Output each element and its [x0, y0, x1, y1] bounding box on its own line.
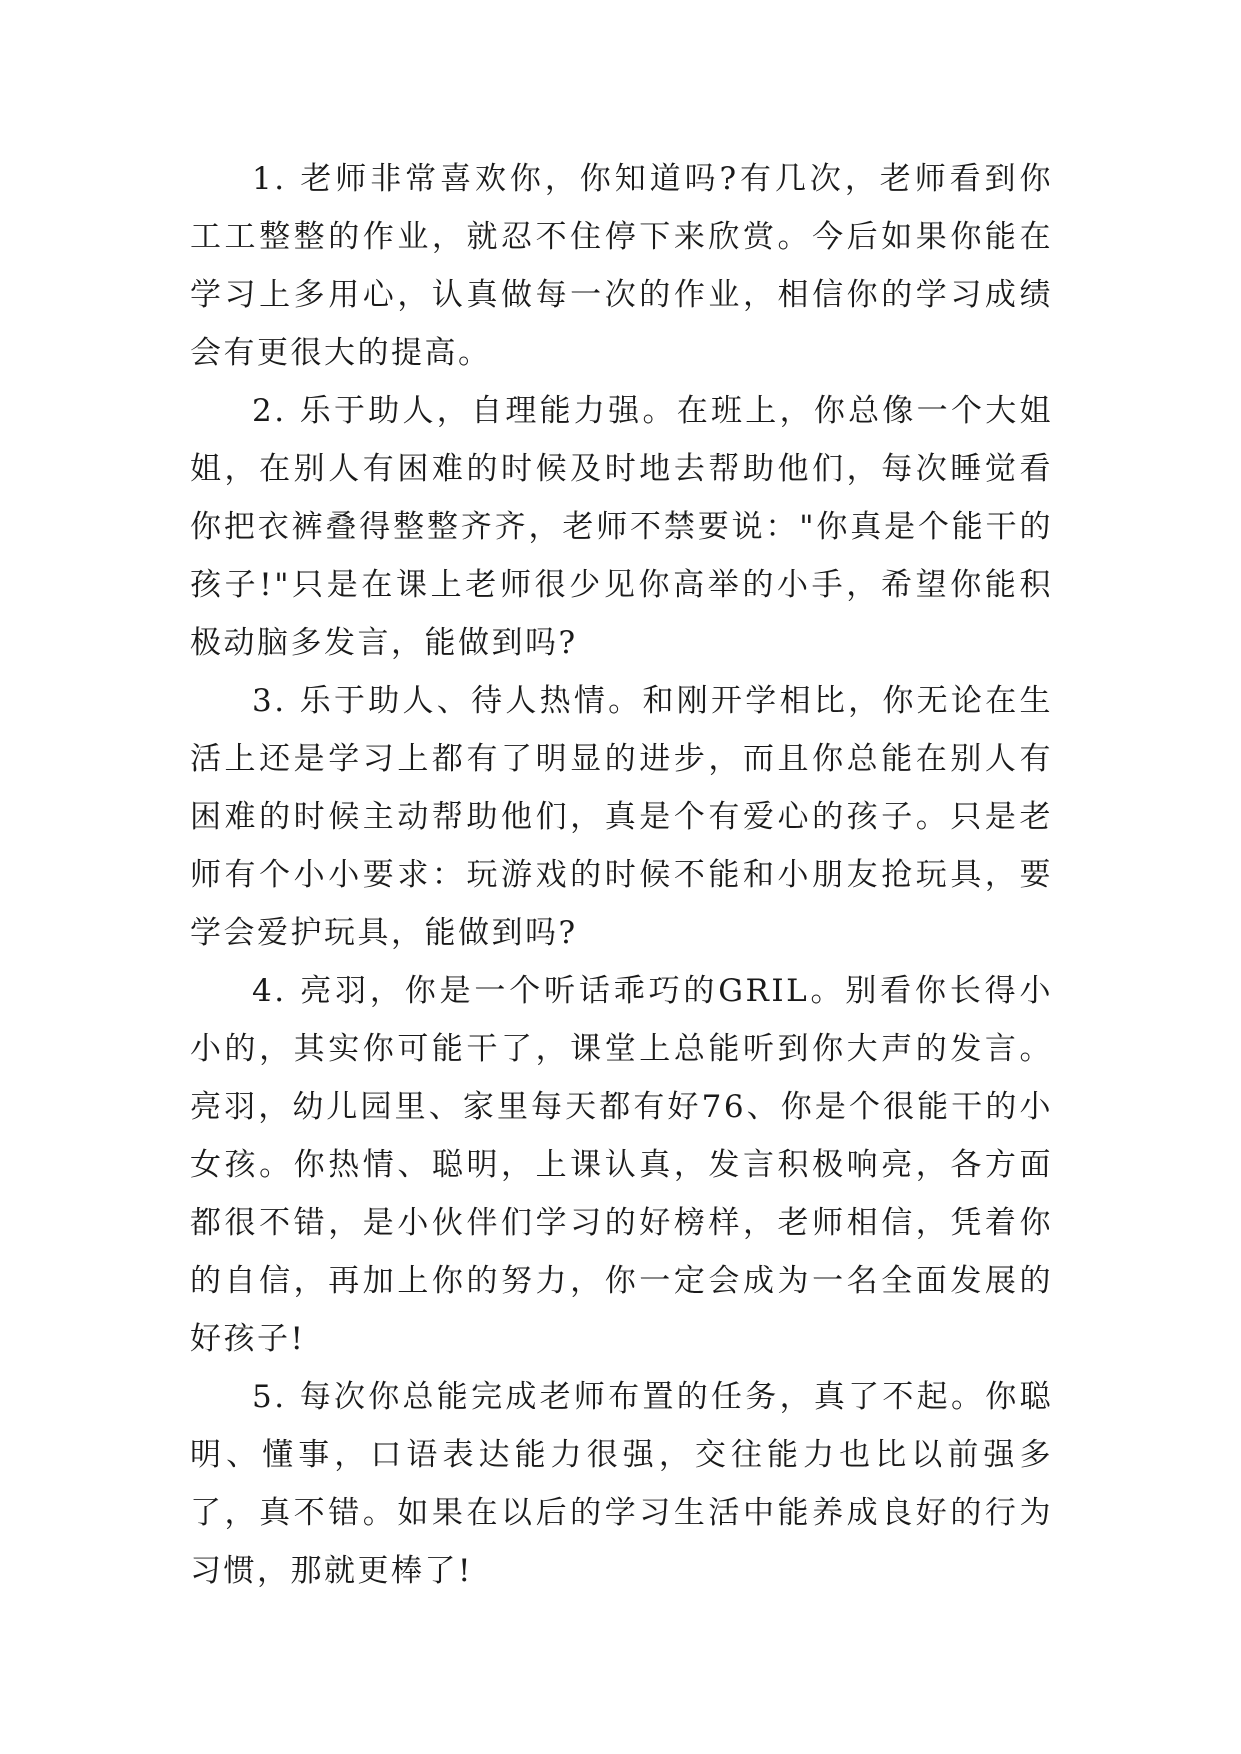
paragraph-1: 1. 老师非常喜欢你，你知道吗?有几次，老师看到你工工整整的作业，就忍不住停下来欣赏。今后如果你能在学习上多用心，认真做每一次的作业，相信你的学习成绩会有更很大的提高。 [190, 161, 1053, 371]
paragraph-3: 3. 乐于助人、待人热情。和刚开学相比，你无论在生活上还是学习上都有了明显的进步，而且你总能在别人有困难的时候主动帮助他们，真是个有爱心的孩子。只是老师有个小小要求：玩游戏的时候不能和小朋友抢玩具，要学会爱护玩具，能做到吗? [190, 683, 1053, 951]
paragraph-5: 5. 每次你总能完成老师布置的任务，真了不起。你聪明、懂事，口语表达能力很强，交往能力也比以前强多了，真不错。如果在以后的学习生活中能养成良好的行为习惯，那就更棒了! [190, 1379, 1053, 1589]
paragraph-2: 2. 乐于助人，自理能力强。在班上，你总像一个大姐姐，在别人有困难的时候及时地去帮助他们，每次睡觉看你把衣裤叠得整整齐齐，老师不禁要说："你真是个能干的孩子!"只是在课上老师很少见你高举的小手，希望你能积极动脑多发言，能做到吗? [190, 393, 1053, 661]
paragraph-4: 4. 亮羽，你是一个听话乖巧的GRIL。别看你长得小小的，其实你可能干了，课堂上总能听到你大声的发言。亮羽，幼儿园里、家里每天都有好76、你是个很能干的小女孩。你热情、聪明，上课认真，发言积极响亮，各方面都很不错，是小伙伴们学习的好榜样，老师相信，凭着你的自信，再加上你的努力，你一定会成为一名全面发展的好孩子! [190, 973, 1053, 1357]
document-page [190, 150, 1053, 1600]
